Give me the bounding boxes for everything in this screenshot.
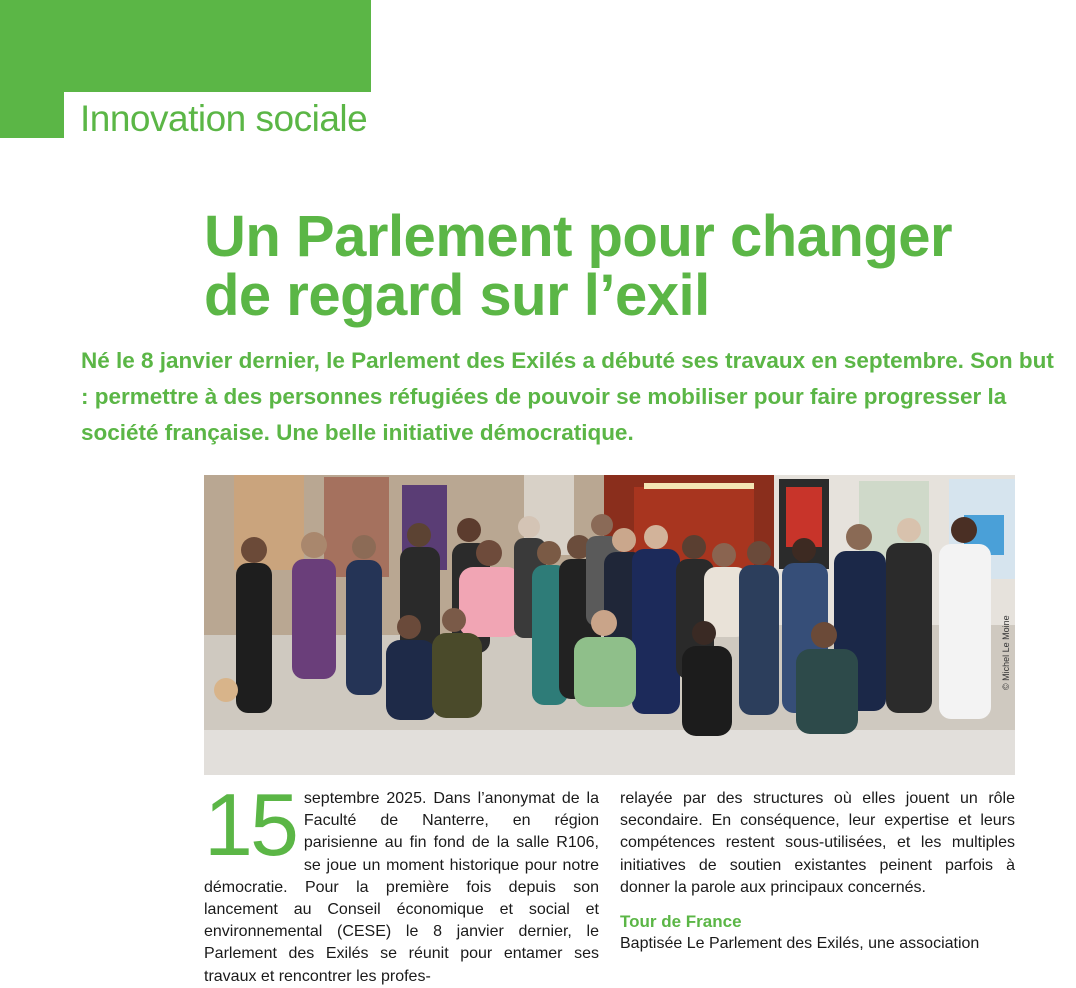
- article-paragraph-2: relayée par des structures où elles jouent un rôle secondaire. En conséquence, leur expertise et leurs compétences restent sous-utilisées, et les multiples initiatives de soutien existantes peinent parfois à donner la parole aux principaux concernés.: [620, 790, 1015, 896]
- article-column-2: [620, 788, 1015, 955]
- section-color-block: [0, 0, 371, 92]
- group-photo-illustration: [204, 475, 1015, 775]
- section-rubric: Innovation sociale: [80, 98, 368, 139]
- article-paragraph-1: septembre 2025. Dans l’anonymat de la Faculté de Nanterre, en région parisienne au fin fond de la salle R106, se joue un moment historique pour notre démocratie. Pour la première fois depuis son lancement au Conseil économique et social et environnemental (CESE) le 8 janvier dernier, le Parlement des Exilés se réunit pour entamer ses travaux et rencontrer les profes-: [204, 790, 599, 985]
- headline-line-1: Un Parlement pour changer: [204, 204, 953, 269]
- photo-credit: © Michel Le Moine: [1001, 615, 1011, 690]
- article-headline: [204, 204, 1064, 328]
- drop-cap: 15: [204, 775, 296, 874]
- section-color-tab: [0, 92, 64, 138]
- article-subheading: Tour de France: [620, 912, 742, 932]
- article-lede: Né le 8 janvier dernier, le Parlement des Exilés a débuté ses travaux en septembre. Son but : permettre à des personnes réfugiées de pouvoir se mobiliser pour faire progresser la société française. Une belle initiative démocratique.: [81, 348, 1054, 445]
- article-paragraph-3: Baptisée Le Parlement des Exilés, une association: [620, 935, 980, 953]
- article-column-1: [204, 775, 599, 988]
- headline-line-2: de regard sur l’exil: [204, 263, 710, 328]
- group-photo: [204, 475, 1015, 775]
